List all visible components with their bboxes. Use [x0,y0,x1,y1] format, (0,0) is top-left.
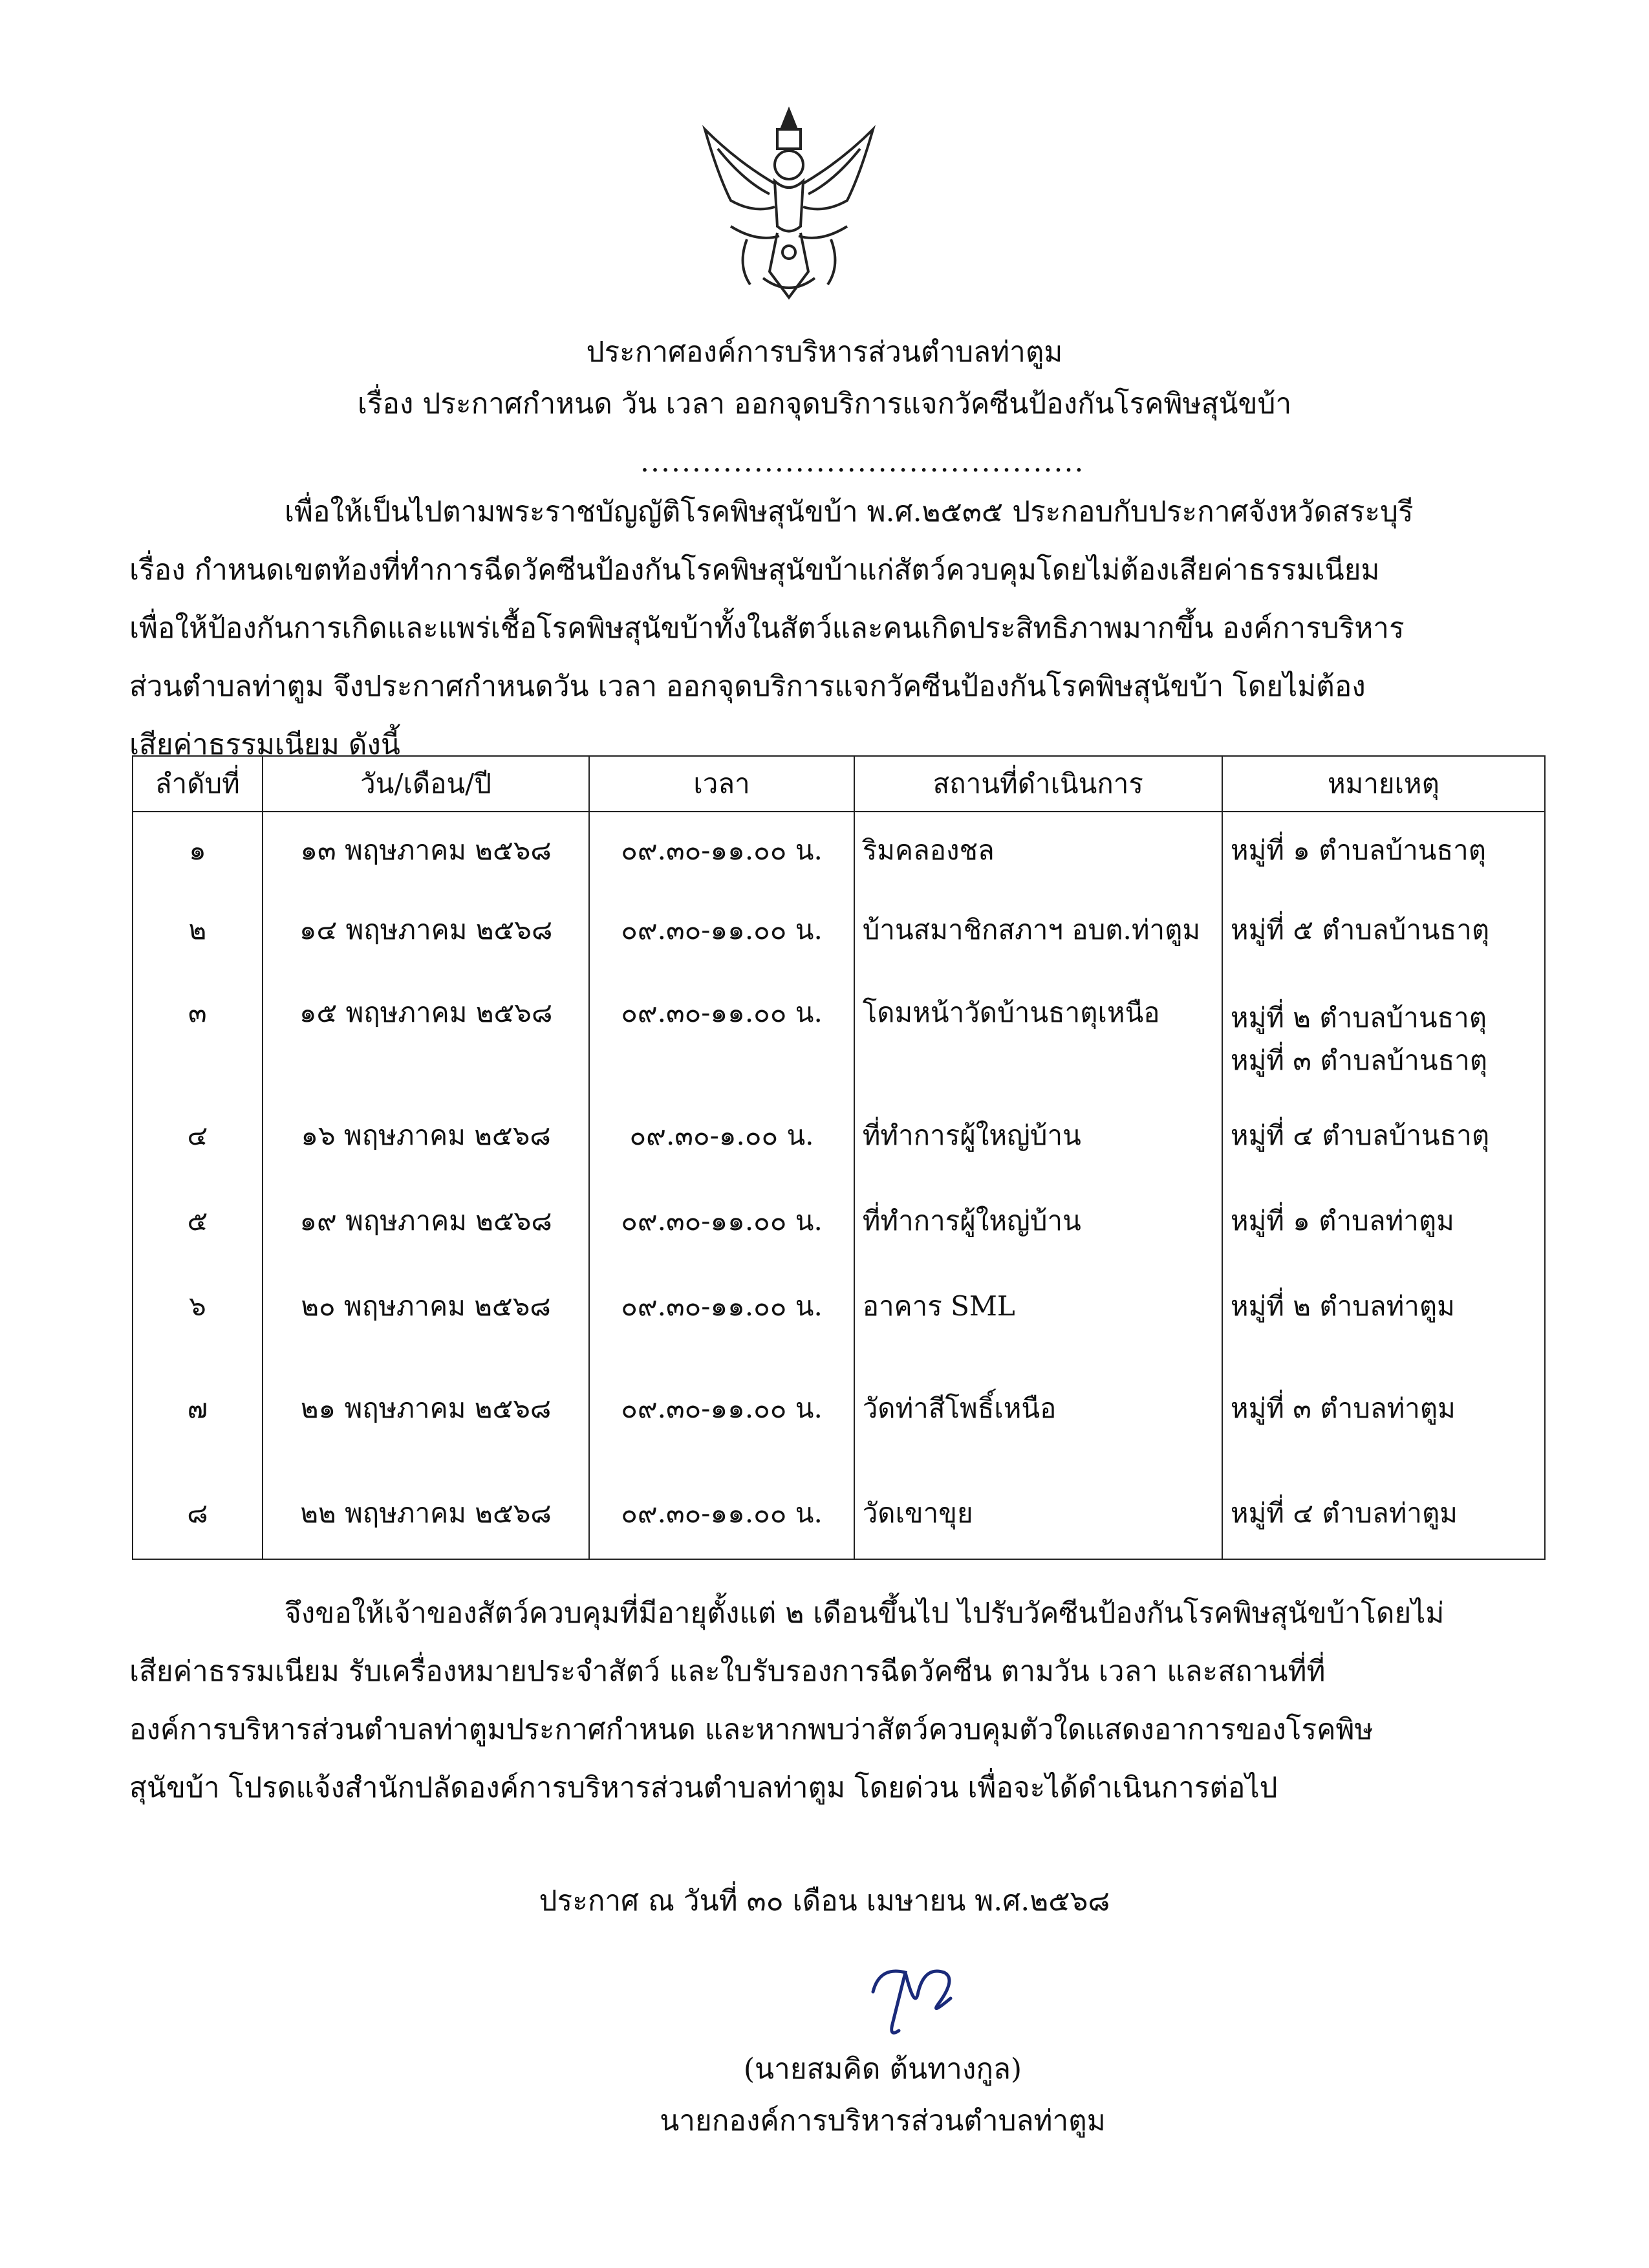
row-date: ๑๕ พฤษภาคม ๒๕๖๘ [263,975,590,1097]
row-place: ริมคลองชล [854,812,1222,892]
row-date: ๑๖ พฤษภาคม ๒๕๖๘ [263,1097,590,1183]
row-remark [1222,812,1545,892]
row-place: โดมหน้าวัดบ้านธาตุเหนือ [854,975,1222,1097]
row-time: ๐๙.๓๐-๑๑.๐๐ น. [589,1183,854,1268]
header-place: สถานที่ดำเนินการ [854,756,1222,812]
header-date: วัน/เดือน/ปี [263,756,590,812]
table-row [133,1183,1545,1268]
row-date: ๒๒ พฤษภาคม ๒๕๖๘ [263,1475,590,1559]
row-date: ๒๑ พฤษภาคม ๒๕๖๘ [263,1370,590,1475]
table-row [133,1268,1545,1370]
header-time: เวลา [589,756,854,812]
row-time: ๐๙.๓๐-๑๑.๐๐ น. [589,1268,854,1370]
intro-line: เพื่อให้ป้องกันการเกิดและแพร่เชื้อโรคพิษสุนัขบ้าทั้งในสัตว์และคนเกิดประสิทธิภาพมากขึ้น องค์การบริหาร [129,612,1405,645]
row-number: ๔ [133,1097,263,1183]
signature-icon [854,1953,976,2044]
signer-name: (นายสมคิด ต้นทางกูล) [743,2053,1022,2086]
header-remark: หมายเหตุ [1222,756,1545,812]
announcement-subject: เรื่อง ประกาศกำหนด วัน เวลา ออกจุดบริการแจกวัคซีนป้องกันโรคพิษสุนัขบ้า [357,387,1292,420]
row-place: บ้านสมาชิกสภาฯ อบต.ท่าตูม [854,892,1222,975]
row-time: ๐๙.๓๐-๑๑.๐๐ น. [589,812,854,892]
row-date: ๑๙ พฤษภาคม ๒๕๖๘ [263,1183,590,1268]
announcement-title: ประกาศองค์การบริหารส่วนตำบลท่าตูม [586,336,1063,369]
row-number: ๑ [133,812,263,892]
remark-line: หมู่ที่ ๒ ตำบลบ้านธาตุ [1230,1002,1487,1033]
header-number: ลำดับที่ [133,756,263,812]
row-number: ๘ [133,1475,263,1559]
table-header-row [133,756,1545,812]
remark-line: หมู่ที่ ๕ ตำบลบ้านธาตุ [1230,914,1490,945]
remark-line: หมู่ที่ ๓ ตำบลท่าตูม [1230,1392,1456,1424]
row-number: ๓ [133,975,263,1097]
table-row [133,892,1545,975]
remark-line: หมู่ที่ ๔ ตำบลท่าตูม [1230,1497,1458,1529]
signer-position: นายกองค์การบริหารส่วนตำบลท่าตูม [660,2104,1106,2137]
row-time: ๐๙.๓๐-๑.๐๐ น. [589,1097,854,1183]
row-place: อาคาร SML [854,1268,1222,1370]
intro-line: เพื่อให้เป็นไปตามพระราชบัญญัติโรคพิษสุนัขบ้า พ.ศ.๒๕๓๕ ประกอบกับประกาศจังหวัดสระบุรี [285,495,1414,528]
closing-line: จึงขอให้เจ้าของสัตว์ควบคุมที่มีอายุตั้งแต่ ๒ เดือนขึ้นไป ไปรับวัคซีนป้องกันโรคพิษสุนัขบ้าโดยไม่ [285,1597,1445,1630]
announcement-date: ประกาศ ณ วันที่ ๓๐ เดือน เมษายน พ.ศ.๒๕๖๘ [539,1885,1110,1917]
closing-paragraph [129,1584,1455,1817]
row-remark [1222,1097,1545,1183]
intro-paragraph [129,483,1455,774]
intro-line: ส่วนตำบลท่าตูม จึงประกาศกำหนดวัน เวลา ออกจุดบริการแจกวัคซีนป้องกันโรคพิษสุนัขบ้า โดยไม่ต้อง [129,670,1366,703]
closing-line: เสียค่าธรรมเนียม รับเครื่องหมายประจำสัตว์ และใบรับรองการฉีดวัคซีน ตามวัน เวลา และสถานที่ที่ [129,1655,1326,1688]
row-number: ๗ [133,1370,263,1475]
table-row [133,1370,1545,1475]
row-number: ๖ [133,1268,263,1370]
row-remark [1222,1183,1545,1268]
row-date: ๑๔ พฤษภาคม ๒๕๖๘ [263,892,590,975]
row-remark [1222,1370,1545,1475]
remark-line: หมู่ที่ ๑ ตำบลบ้านธาตุ [1230,834,1487,866]
row-number: ๕ [133,1183,263,1268]
closing-line: สุนัขบ้า โปรดแจ้งสำนักปลัดองค์การบริหารส่วนตำบลท่าตูม โดยด่วน เพื่อจะได้ดำเนินการต่อไป [129,1771,1278,1804]
table-row [133,1475,1545,1559]
row-remark [1222,892,1545,975]
row-place: วัดท่าสีโพธิ์เหนือ [854,1370,1222,1475]
intro-line: เสียค่าธรรมเนียม ดังนี้ [129,728,400,761]
garuda-emblem-icon [692,103,886,310]
table-row [133,812,1545,892]
row-time: ๐๙.๓๐-๑๑.๐๐ น. [589,892,854,975]
row-remark [1222,1268,1545,1370]
row-number: ๒ [133,892,263,975]
row-time: ๐๙.๓๐-๑๑.๐๐ น. [589,1370,854,1475]
table-row [133,975,1545,1097]
row-time: ๐๙.๓๐-๑๑.๐๐ น. [589,975,854,1097]
row-time: ๐๙.๓๐-๑๑.๐๐ น. [589,1475,854,1559]
row-remark [1222,975,1545,1097]
row-place: วัดเขาขุย [854,1475,1222,1559]
row-date: ๒๐ พฤษภาคม ๒๕๖๘ [263,1268,590,1370]
intro-line: เรื่อง กำหนดเขตท้องที่ทำการฉีดวัคซีนป้องกันโรคพิษสุนัขบ้าแก่สัตว์ควบคุมโดยไม่ต้องเสียค่าธรรมเนียม [129,554,1380,587]
remark-line: หมู่ที่ ๑ ตำบลท่าตูม [1230,1205,1454,1237]
closing-line: องค์การบริหารส่วนตำบลท่าตูมประกาศกำหนด และหากพบว่าสัตว์ควบคุมตัวใดแสดงอาการของโรคพิษ [129,1713,1374,1746]
row-remark [1222,1475,1545,1559]
vaccination-schedule-table [132,755,1546,1560]
row-date: ๑๓ พฤษภาคม ๒๕๖๘ [263,812,590,892]
row-place: ที่ทำการผู้ใหญ่บ้าน [854,1097,1222,1183]
remark-line: หมู่ที่ ๓ ตำบลบ้านธาตุ [1230,1044,1488,1076]
row-place: ที่ทำการผู้ใหญ่บ้าน [854,1183,1222,1268]
remark-line: หมู่ที่ ๔ ตำบลบ้านธาตุ [1230,1119,1490,1151]
remark-line: หมู่ที่ ๒ ตำบลท่าตูม [1230,1290,1455,1322]
table-row [133,1097,1545,1183]
separator-dots: ........................................... [640,446,1085,479]
